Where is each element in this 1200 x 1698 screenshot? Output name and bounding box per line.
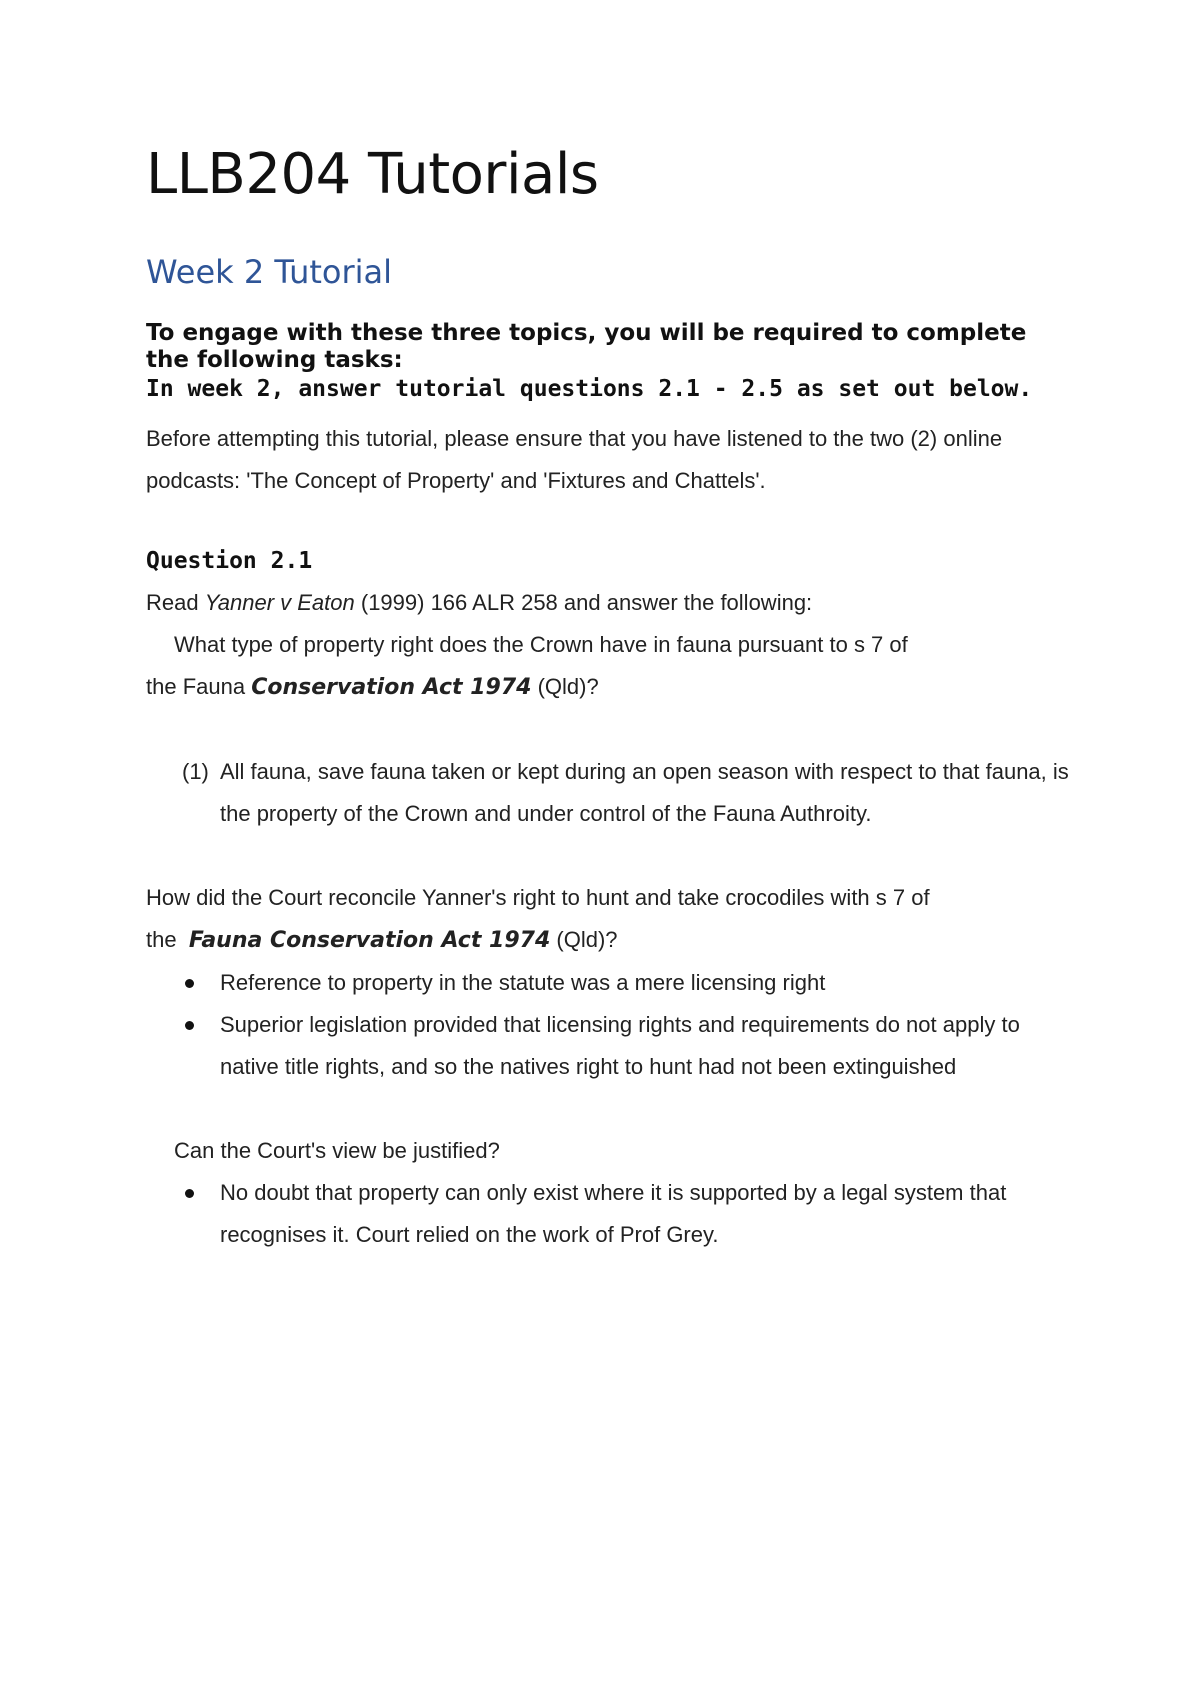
list-item [146,962,1076,1004]
question-one-line1: What type of property right does the Crown have in fauna pursuant to s 7 of [174,632,908,657]
week-subtitle: Week 2 Tutorial [146,253,393,291]
list-item [146,1004,1076,1088]
q1-suffix: (Qld)? [531,674,599,699]
read-suffix: (1999) 166 ALR 258 and answer the following: [354,590,813,615]
task-intro: To engage with these three topics, you will be required to complete the following tasks: [146,320,1027,373]
document-title: LLB204 Tutorials [146,142,599,207]
section-number: (1) [182,759,209,784]
question-heading: Question 2.1 [146,548,313,574]
list-item-text: Superior legislation provided that licensing rights and requirements do not apply to native title rights, and so the natives right to hunt had not been extinguished [220,1012,1020,1079]
bullet-icon [185,1021,194,1030]
question-three: Can the Court's view be justified? [174,1138,500,1163]
intro-paragraph: Before attempting this tutorial, please ensure that you have listened to the two (2) online podcasts: 'The Concept of Property' and 'Fixtures and Chattels'. [146,426,1003,493]
answer-two-list [146,962,1076,1088]
list-item [146,1172,1076,1256]
document-page [146,140,1076,1256]
list-item-text: No doubt that property can only exist where it is supported by a legal system that recognises it. Court relied on the work of Prof Grey. [220,1180,1007,1247]
q2-prefix: the [146,927,189,952]
act-name-full: Fauna Conservation Act 1974 [188,928,551,953]
read-prefix: Read [146,590,205,615]
list-item-text: Reference to property in the statute was a mere licensing right [220,970,826,995]
task-instruction: In week 2, answer tutorial questions 2.1 - 2.5 as set out below. [146,376,1033,402]
q2-suffix: (Qld)? [550,927,618,952]
question-two-line1: How did the Court reconcile Yanner's right to hunt and take crocodiles with s 7 of [146,885,930,910]
question-two-line2 [146,919,1076,962]
section-text: All fauna, save fauna taken or kept during an open season with respect to that fauna, is the property of the Crown and under control of the Fauna Authroity. [220,759,1069,826]
read-instruction [146,582,1076,624]
act-name: Conservation Act 1974 [251,675,532,700]
q1-prefix: the Fauna [146,674,252,699]
answer-three-list [146,1172,1076,1256]
case-name: Yanner v Eaton [204,590,355,615]
bullet-icon [185,979,194,988]
bullet-icon [185,1189,194,1198]
question-one-line2 [146,666,1076,709]
statute-section [146,751,1076,835]
